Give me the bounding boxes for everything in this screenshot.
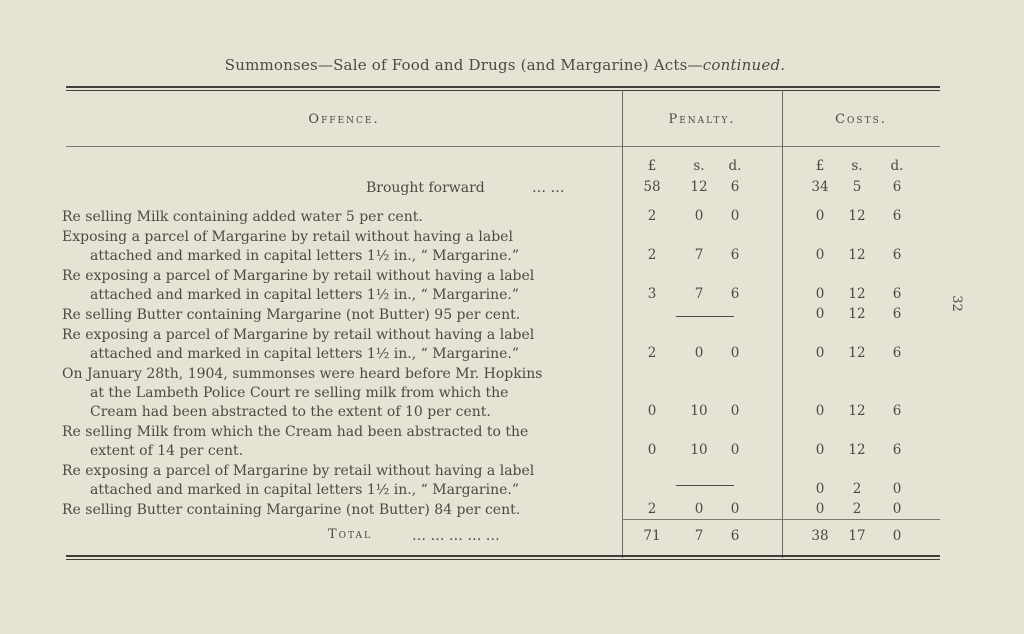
offence-line: at the Lambeth Police Court re selling milk from which the xyxy=(90,385,509,401)
total-top-rule xyxy=(622,519,940,520)
offence-line: attached and marked in capital letters 1½ in., “ Margarine.” xyxy=(90,482,520,498)
total-label: Total xyxy=(328,527,373,542)
row-costs-shillings: 2 xyxy=(852,481,862,497)
page-title xyxy=(0,56,1010,74)
row-penalty-shillings: 0 xyxy=(694,208,704,224)
row-costs-shillings: 12 xyxy=(848,286,866,302)
total-costs-pounds: 38 xyxy=(811,528,829,544)
row-penalty-pounds: 0 xyxy=(647,442,657,458)
costs-column-divider xyxy=(782,90,783,558)
brought-forward-penalty-shillings: 12 xyxy=(690,179,708,195)
row-costs-shillings: 2 xyxy=(852,501,862,517)
row-costs-pounds: 0 xyxy=(815,306,825,322)
offence-line: attached and marked in capital letters 1½ in., “ Margarine.” xyxy=(90,287,520,303)
bottom-rule xyxy=(66,555,940,557)
offence-line: attached and marked in capital letters 1½ in., “ Margarine.” xyxy=(90,248,520,264)
brought-forward-dots: … … xyxy=(532,180,565,196)
row-penalty-pounds: 3 xyxy=(647,286,657,302)
offence-line: Re selling Milk containing added water 5 per cent. xyxy=(62,209,423,225)
row-penalty-shillings: 7 xyxy=(694,286,704,302)
row-costs-shillings: 12 xyxy=(848,403,866,419)
title-continued: continued. xyxy=(702,56,786,74)
penalty-unit-pound: £ xyxy=(647,158,657,174)
costs-unit-pence: d. xyxy=(890,158,904,174)
offence-line: Re selling Milk from which the Cream had been abstracted to the xyxy=(62,424,529,440)
row-costs-pounds: 0 xyxy=(815,247,825,263)
header-rule xyxy=(66,146,940,147)
row-costs-pounds: 0 xyxy=(815,403,825,419)
offence-line: Re selling Butter containing Margarine (not Butter) 95 per cent. xyxy=(62,307,521,323)
row-penalty-pence: 0 xyxy=(730,345,740,361)
offence-line: attached and marked in capital letters 1½ in., “ Margarine.” xyxy=(90,346,520,362)
row-costs-pounds: 0 xyxy=(815,481,825,497)
row-costs-pence: 0 xyxy=(892,481,902,497)
brought-forward-label: Brought forward xyxy=(366,180,485,196)
total-costs-shillings: 17 xyxy=(848,528,866,544)
row-penalty-pounds: 2 xyxy=(647,345,657,361)
row-costs-pence: 6 xyxy=(892,306,902,322)
row-penalty-shillings: 7 xyxy=(694,247,704,263)
row-costs-pounds: 0 xyxy=(815,442,825,458)
costs-unit-pound: £ xyxy=(815,158,825,174)
penalty-nil-dash xyxy=(676,485,734,486)
penalty-unit-pence: d. xyxy=(728,158,742,174)
header-penalty: Penalty. xyxy=(668,112,736,127)
row-penalty-pence: 0 xyxy=(730,501,740,517)
row-costs-pounds: 0 xyxy=(815,286,825,302)
row-penalty-pence: 6 xyxy=(730,286,740,302)
row-costs-pence: 6 xyxy=(892,442,902,458)
row-costs-pence: 6 xyxy=(892,345,902,361)
row-penalty-pence: 6 xyxy=(730,247,740,263)
header-offence: Offence. xyxy=(308,112,380,127)
row-penalty-pounds: 2 xyxy=(647,501,657,517)
penalty-unit-shilling: s. xyxy=(693,158,705,174)
offence-line: Exposing a parcel of Margarine by retail without having a label xyxy=(62,229,513,245)
row-penalty-shillings: 0 xyxy=(694,345,704,361)
header-costs: Costs. xyxy=(835,112,887,127)
total-penalty-pounds: 71 xyxy=(643,528,661,544)
offence-line: On January 28th, 1904, summonses were heard before Mr. Hopkins xyxy=(62,366,543,382)
top-rule xyxy=(66,86,940,88)
row-costs-shillings: 12 xyxy=(848,247,866,263)
row-penalty-shillings: 0 xyxy=(694,501,704,517)
brought-forward-penalty-pence: 6 xyxy=(730,179,740,195)
row-penalty-pence: 0 xyxy=(730,442,740,458)
row-costs-pence: 6 xyxy=(892,286,902,302)
total-costs-pence: 0 xyxy=(892,528,902,544)
row-costs-shillings: 12 xyxy=(848,442,866,458)
page-number: 32 xyxy=(948,295,964,312)
row-penalty-pence: 0 xyxy=(730,208,740,224)
costs-unit-shilling: s. xyxy=(851,158,863,174)
row-penalty-shillings: 10 xyxy=(690,403,708,419)
total-dots: … … … … … xyxy=(412,528,500,544)
bottom-rule-thin xyxy=(66,559,940,560)
row-penalty-pounds: 2 xyxy=(647,247,657,263)
row-costs-pence: 6 xyxy=(892,247,902,263)
offence-line: extent of 14 per cent. xyxy=(90,443,244,459)
brought-forward-penalty-pounds: 58 xyxy=(643,179,661,195)
row-costs-pounds: 0 xyxy=(815,208,825,224)
row-costs-pence: 0 xyxy=(892,501,902,517)
brought-forward-costs-pence: 6 xyxy=(892,179,902,195)
total-penalty-shillings: 7 xyxy=(694,528,704,544)
row-penalty-pence: 0 xyxy=(730,403,740,419)
row-costs-shillings: 12 xyxy=(848,345,866,361)
offence-line: Re exposing a parcel of Margarine by retail without having a label xyxy=(62,268,535,284)
offence-line: Re selling Butter containing Margarine (not Butter) 84 per cent. xyxy=(62,502,521,518)
top-rule-thin xyxy=(66,90,940,91)
total-penalty-pence: 6 xyxy=(730,528,740,544)
brought-forward-costs-pounds: 34 xyxy=(811,179,829,195)
offence-line: Re exposing a parcel of Margarine by retail without having a label xyxy=(62,327,535,343)
penalty-column-divider xyxy=(622,90,623,558)
row-penalty-pounds: 0 xyxy=(647,403,657,419)
row-costs-pence: 6 xyxy=(892,403,902,419)
offence-line: Re exposing a parcel of Margarine by retail without having a label xyxy=(62,463,535,479)
title-main: Summonses—Sale of Food and Drugs (and Margarine) Acts— xyxy=(224,56,703,74)
row-costs-pounds: 0 xyxy=(815,501,825,517)
penalty-nil-dash xyxy=(676,316,734,317)
row-costs-pounds: 0 xyxy=(815,345,825,361)
row-penalty-shillings: 10 xyxy=(690,442,708,458)
row-penalty-pounds: 2 xyxy=(647,208,657,224)
row-costs-pence: 6 xyxy=(892,208,902,224)
row-costs-shillings: 12 xyxy=(848,306,866,322)
row-costs-shillings: 12 xyxy=(848,208,866,224)
brought-forward-costs-shillings: 5 xyxy=(852,179,862,195)
offence-line: Cream had been abstracted to the extent of 10 per cent. xyxy=(90,404,491,420)
